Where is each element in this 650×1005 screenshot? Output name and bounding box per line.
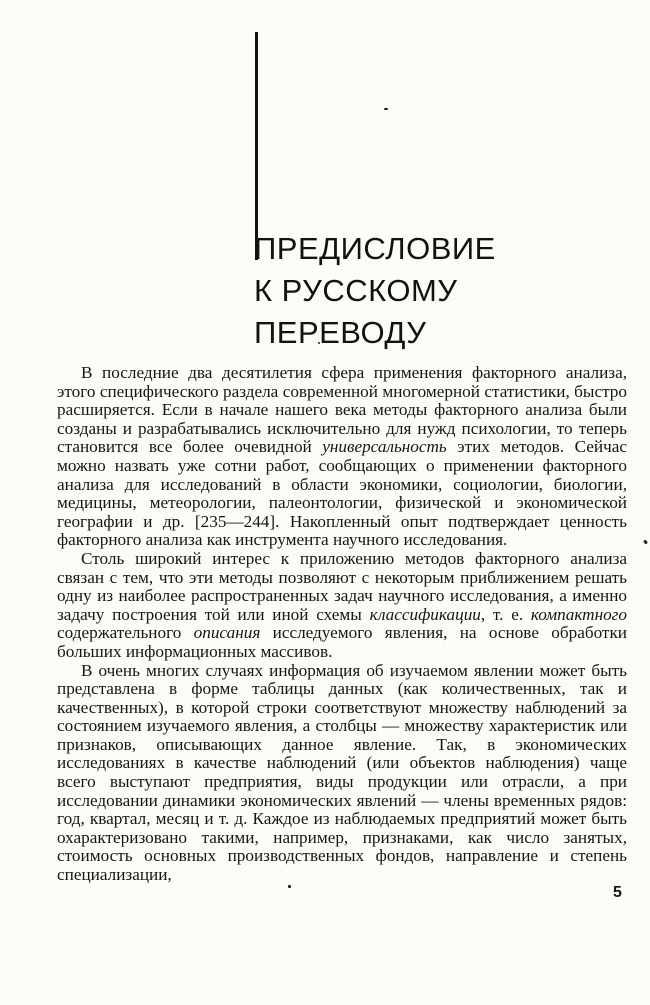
chapter-title bbox=[254, 228, 496, 354]
paragraph-2 bbox=[57, 550, 627, 662]
p2-emphasis-classification: классификации bbox=[369, 604, 481, 624]
print-speck bbox=[643, 540, 648, 545]
p1-text-b: этих методов. Сейчас можно назвать уже сотни работ, сообщающих о применении факторного анализа для исследований в области экономики, социологии, биологии, медицины, метеорологии, палеонтологии, физической и экономической географии и др. [235—244]. Накопленный опыт подтверждает ценность факторного анализа как инструмента научного исследования. bbox=[57, 437, 627, 550]
p1-text-a: В последние два десятилетия сфера применения факторного анализа, этого специфического раздела современной многомерной статистики, быстро расширяется. Если в начале нашего века методы факторного анализа были созданы и разрабатывались исключительно для нужд психологии, то теперь становится все более очевидной bbox=[57, 363, 627, 457]
print-speck bbox=[288, 885, 291, 888]
paragraph-3 bbox=[57, 662, 627, 885]
p2-text-b: , т. е. bbox=[480, 604, 531, 624]
p3-text-a: В очень многих случаях информация об изучаемом явлении может быть представлена в форме таблицы данных (как количественных, так и качественных), в которой строки соответствуют множеству наблюдений за состоянием изучаемого явления, а столбцы — множеству характеристик или признаков, описывающих данное явление. Так, в экономических исследованиях в качестве наблюдений (или объектов наблюдения) чаще всего выступают предприятия, виды продукции или отрасли, а при исследовании динамики экономических явлений — члены временных рядов: год, квартал, месяц и т. д. Каждое из наблюдаемых предприятий может быть охарактеризовано такими, например, признаками, как число занятых, стоимость основных производственных фондов, направление и степень специализации, bbox=[57, 660, 627, 885]
paragraph-1 bbox=[57, 364, 627, 550]
p2-emphasis-compact: компактного bbox=[530, 604, 627, 624]
p2-text-d: исследуемого явления, на основе обработки больших информационных массивов. bbox=[57, 623, 627, 661]
title-line-3: ПЕРЕВОДУ bbox=[254, 315, 427, 350]
print-speck bbox=[384, 108, 388, 110]
title-line-2: К РУССКОМУ bbox=[254, 273, 458, 308]
p2-text-c: содержательного bbox=[57, 623, 194, 643]
title-line-1: ПРЕДИСЛОВИЕ bbox=[254, 231, 496, 266]
page-number: 5 bbox=[613, 884, 622, 901]
body-text bbox=[57, 364, 627, 885]
p2-text-a: Столь широкий интерес к приложению методов факторного анализа связан с тем, что эти методы позволяют с некоторым приближением решать одну из наиболее распространенных задач научного исследования, а именно задачу построения той или иной схемы bbox=[57, 548, 627, 624]
p1-emphasis-universality: универсальность bbox=[322, 437, 447, 457]
p2-emphasis-description: описания bbox=[193, 623, 261, 643]
decorative-vertical-rule bbox=[255, 32, 258, 260]
